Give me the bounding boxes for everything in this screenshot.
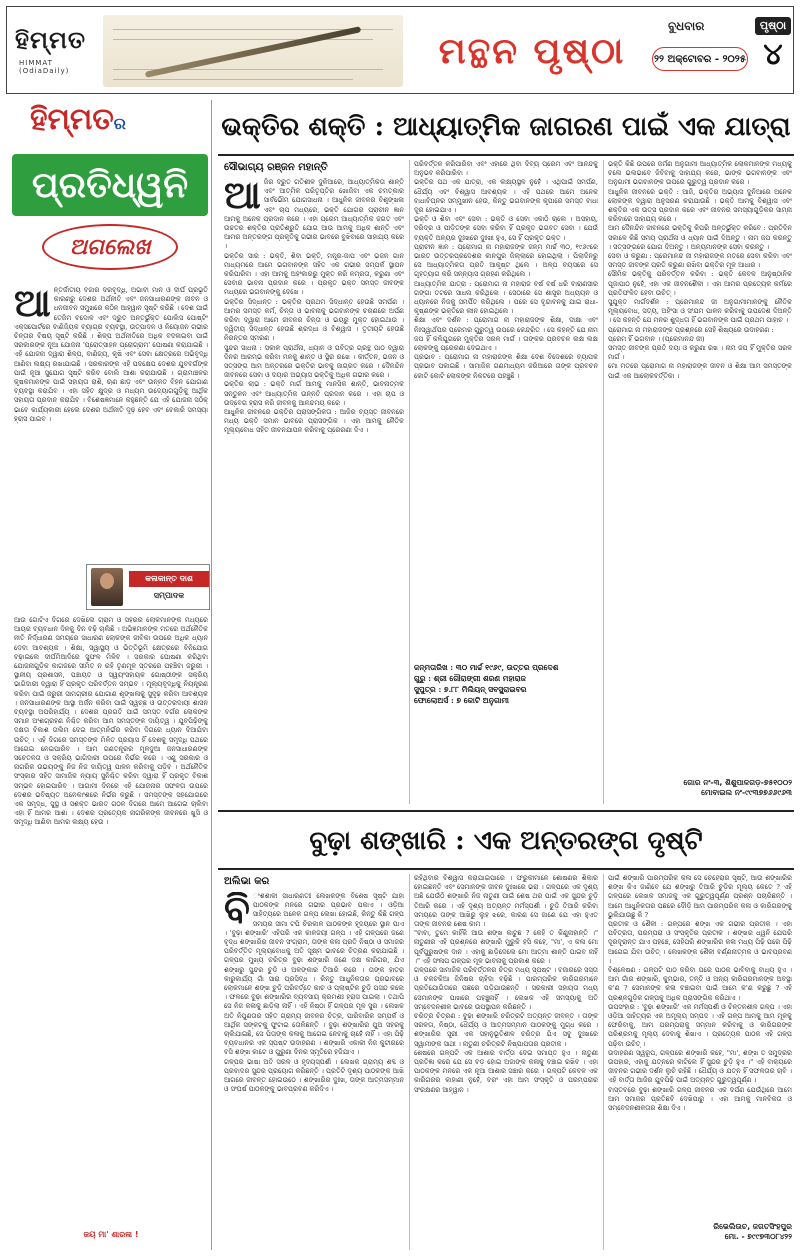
pen-illustration (103, 15, 403, 87)
article2-dropcap: ବି (224, 892, 250, 931)
editorial-text-1 (14, 286, 208, 562)
weekday: ବୁଧବାର (668, 19, 705, 33)
article1-col2 (414, 160, 598, 656)
article2-col2-text: ରହିଥିବାର ବିଶ୍ୱାସ କରାଯାଇପାରେ । ଫରୁକୀମାନେ ଶୋଷଣର ଶିକାର ହୋଇଛନ୍ତି ଏବଂ ସେମାନଙ୍କ ଜୀବନ ଦୁଃଖରେ ଭରା । ଗଳ୍ପରେ ଏକ ଦୃଶ୍ୟ ଅଛି ଯେଉଁଠି ଶଙ୍ଖାରି ନିଜ ନାତୁଣୀ ପାଇଁ ଶେଷ ଥର ପାଇଁ ଏକ ସୁନ୍ଦର ଚୁଡ଼ି ତିଆରି କରେ । ଏହି ଦୃଶ୍ୟ ଅତ୍ୟନ୍ତ ମର୍ମସ୍ପର୍ଶୀ । ଚୁଡ଼ି ତିଆରି କରିବା ସମୟରେ ତାଙ୍କ ଆଖିରୁ ଲୁହ ଝରେ, କାରଣ ସେ ଜାଣେ ଯେ ଏହା ହୁଏତ ତାଙ୍କ ଜୀବନର ଶେଷ କାମ । "ବାବା, ତୁମେ କାହିଁକି ଆଉ ଶଙ୍ଖ କାଟୁଛ ? କେହି ତ କିଣୁନାହାନ୍ତି ।" ନାତୁଣୀର ଏହି ପ୍ରଶ୍ନରେ ଶଙ୍ଖାରି ମୁରୁକି ହସି କହେ, "ମା', ଏ କଳା ମୋ ପୂର୍ବପୁରୁଷଙ୍କ ଦାନ । ଏହାକୁ ଛାଡ଼ିଦେଲେ ମୋ ଆତ୍ମା ଶାନ୍ତି ପାଇବ ନାହିଁ ।" ଏହି ସଂଳାପ ଗଳ୍ପର ମୂଳ ଭାବନାକୁ ପ୍ରକାଶ କରେ । ଗଳ୍ପରେ ସାମାଜିକ ପରିବର୍ତ୍ତନର ଚିତ୍ର ମଧ୍ୟ ସ୍ପଷ୍ଟ । ବଜାରରେ ସସ୍ତା ଓ ଚକଚକିଆ ଜିନିଷର ଚାହିଦା ବଢ଼ିଛି । ପାରମ୍ପରିକ କାରିଗରମାନେ ପ୍ରତିଯୋଗିତାରେ ପଛରେ ପଡ଼ିଯାଉଛନ୍ତି । ସରକାରୀ ସହାୟତା ମଧ୍ୟ ସେମାନଙ୍କ ପାଖରେ ପହଞ୍ଚୁନାହିଁ । ଲେଖକ ଏହି ସମସ୍ୟାକୁ ଅତି ସମ୍ବେଦନଶୀଳ ଭାବରେ ଉପସ୍ଥାପନ କରିଛନ୍ତି । ଚରିତ୍ର ଚିତ୍ରଣ : ବୁଢ଼ା ଶଙ୍ଖାରି ଚରିତ୍ରଟି ଅତ୍ୟନ୍ତ ଜୀବନ୍ତ । ତାଙ୍କ ସରଳତା, ନିଷ୍ଠା, ଧୈର୍ଯ୍ୟ ଓ ଆତ୍ମସମ୍ମାନ ପାଠକଙ୍କୁ ମୁଗ୍ଧ କରେ । ଶଙ୍ଖାରିର ସ୍ତ୍ରୀ ଏକ ସହାନୁଭୂତିଶୀଳ ଚରିତ୍ର ଯିଏ ସବୁ ଦୁଃଖରେ ସ୍ୱାମୀଙ୍କ ସାଥୀ । ନାତୁଣୀ ଚରିତ୍ରଟି ନିଷ୍ପାପତାର ପ୍ରତୀକ । ଶେଷରେ ଗଳ୍ପଟି ଏକ ଆଶାର ବାର୍ତ୍ତା ଦେଇ ସମାପ୍ତ ହୁଏ । ନାତୁଣୀ ପ୍ରତିଜ୍ଞା କରେ ଯେ ସେ ବଡ଼ ହୋଇ ଅଜାଙ୍କ କଳାକୁ ବଞ୍ଚାଇ ରଖିବ । ଏହା ପାଠକଙ୍କ ମନରେ ଏକ ନୂଆ ଆଶାର ସଞ୍ଚାର କରେ । ଗଳ୍ପଟି କେବଳ ଏକ କାରିଗରର କାହାଣୀ ନୁହେଁ, ବରଂ ଏହା ଆମ ସଂସ୍କୃତି ଓ ପରମ୍ପରାର ସଂରକ୍ଷଣର ଆହ୍ୱାନ । (414, 874, 598, 1094)
article1-col1 (224, 178, 404, 802)
author-role: ସମ୍ପାଦକ (153, 591, 185, 600)
article2-signoff-phone: ମୋ. - ୭୯୯୭୩୦୮୪୨୨ (724, 1232, 792, 1241)
article2-signoff-place: ରିଭେଲିଉଚ, ଜଗତସିଂହପୁର (713, 1222, 792, 1231)
article2-col3 (608, 874, 792, 1218)
editorial-column (6, 100, 212, 1250)
info-birth: ଜନ୍ମତାରିଖ : ୩୦ ମାର୍ଚ୍ଚ ୧୯୬୯, ଉତ୍ତର ପ୍ରଦେଶ (414, 663, 559, 672)
article2-headline: ବୁଢ଼ା ଶଙ୍ଖାରି : ଏକ ଅନ୍ତରଙ୍ଗ ଦୃଷ୍ଟି (218, 814, 794, 870)
editorial-body-1: ନ୍ତର୍ଜାତୀୟ ବଜାର ଦରବୃଦ୍ଧି, ଅଭାବୀ ମାନ ଓ ଦୀର୍ଘ ପ୍ରଭୃତି କାରଣରୁ ଦେଶର ଅର୍ଥନୀତି ଏବଂ ଜନସାଧାରଣଙ୍କ ଜୀବନ ଓ ଧନଜୀବନ ସମୁଖରେ କଠିନ ଆହ୍ୱାନ ସୃଷ୍ଟି କରିଛି । ଦେଶ ପାଇଁ ତେଜିମ ବଦୋଳ ଏବଂ ଦ୍ରୁତ ଅନ୍ତର୍ଭୁକ୍ତ ପୋଲିସ ପୋଷ୍ଟିଂ ଏକ୍ସପୋର୍ଟରେ ବାଣିଜ୍ୟିକ ବ୍ୟାଗ୍ର ବ୍ୟବସ୍ଥା, ଉତ୍ପାଦନ ଓ ନିୟୋଜନ ଗଭୀର ଚିନ୍ତାର ବିଷୟ ସୃଷ୍ଟି କରିଛି । ଶିଳ୍ପ ଅର୍ଥନୀତିରେ ଅଧିକ ବଦଳାଇବା ପାଇଁ ସରକାରଙ୍କ ନୂଆ ଯୋଜନା 'ପ୍ରୋତ୍ସାହନ ପ୍ରୋଗ୍ରାମ' ଘୋଷଣା କରାଯାଇଛି । ଏହି ଯୋଜନା ଦ୍ୱାରା ଶିଳ୍ପ, ବାଣିଜ୍ୟ, କୃଷି ଏବଂ ସେବା କ୍ଷେତ୍ରରେ ଅଭିବୃଦ୍ଧି ଆଣିବା ଲକ୍ଷ୍ୟ ରଖାଯାଇଛି । ସରକାରଙ୍କ ଏହି ପଦକ୍ଷେପ ଦେଶର ଯୁବବର୍ଗଙ୍କ ପାଇଁ ନୂଆ ସୁଯୋଗ ସୃଷ୍ଟି କରିବ ବୋଲି ଆଶା କରାଯାଉଛି । ଗ୍ରାମାଞ୍ଚଳର କୃଷକମାନଙ୍କ ପାଇଁ ସହାୟତା ରାଶି, ଋଣ ଛାଡ଼ ଏବଂ ଉନ୍ନତ ବିହନ ଯୋଗାଣ ବ୍ୟବସ୍ଥା କରାଯିବ । ଏହା ସହିତ କ୍ଷୁଦ୍ର ଓ ମଧ୍ୟମ ଉଦ୍ୟୋଗଗୁଡ଼ିକୁ ଆର୍ଥିକ ସହାୟତା ପ୍ରଦାନ କରାଯିବ । ବିଶେଷଜ୍ଞମାନେ କହୁଛନ୍ତି ଯେ ଏହି ଯୋଜନା ସଠିକ୍ ଭାବେ କାର୍ଯ୍ୟକାରୀ ହେଲେ ଦେଶର ଅର୍ଥନୀତି ଦୃଢ଼ ହେବ ଏବଂ ବେକାରି ସମସ୍ୟା ହ୍ରାସ ପାଇବ । (14, 286, 208, 423)
section-title: ମନ୍ଥନ ପୃଷ୍ଠା (438, 29, 626, 72)
date: ୨୨ ଅକ୍ଟୋବର - ୨୦୨୫ (652, 47, 748, 71)
divider (603, 160, 604, 804)
article1-dropcap: ଆ (224, 178, 261, 217)
article2-col2 (414, 874, 598, 1250)
article2-col3-text: ପାଇଁ ଶଙ୍ଖାରି ପାରମ୍ପରିକ କଳା ସେ ଚେହେରାର ସୃଷ୍ଟି, ଆଉ ଶଙ୍ଖାରିର ଶଙ୍ଖ କିଏ ଜାଣିବେ ଯେ ଶଙ୍ଖରୁ ତିଆରି ଚୁଡ଼ିର ମୂଲ୍ୟ କେତେ ? ଏହି ଗଳ୍ପରେ ଲେଖକ ସମାଜକୁ ଏକ ଗୁରୁତ୍ୱପୂର୍ଣ୍ଣ ପ୍ରଶ୍ନ ପଚାରିଛନ୍ତି । ଆମେ ଆଧୁନିକତାର ପଛରେ ଦୌଡ଼ି ଆମ ପାରମ୍ପରିକ କଳା ଓ କାରିଗରଙ୍କୁ ଭୁଲିଯାଉଛୁ କି ? ପ୍ରତୀକ ଓ ଶୈଳୀ : ଗଳ୍ପରେ ଶଙ୍ଖ ଏକ ଗଭୀର ପ୍ରତୀକ । ଏହା ପବିତ୍ରତା, ପରମ୍ପରା ଓ ସଂସ୍କୃତିର ପ୍ରତୀକ । ଶଙ୍ଖର ଧ୍ୱନି ଯେପରି ଦୂରଦୂରାନ୍ତ ଯାଏ ପହଞ୍ଚେ, ସେହିପରି ଶଙ୍ଖାରିର କଳା ମଧ୍ୟ ପିଢ଼ି ପରେ ପିଢ଼ି ଆଗେଇ ଯିବା ଉଚିତ୍ । ଲେଖକଙ୍କ ଶୈଳୀ ବର୍ଣ୍ଣନାତ୍ମକ ଓ ଭାବପ୍ରବଣ । ବିଶ୍ଳେଷଣ : ଗଳ୍ପଟି ପାଠ କରିବା ପରେ ପାଠକ ଭାବିବାକୁ ବାଧ୍ୟ ହୁଏ । ଆମ ଗାଁର ଶଙ୍ଖାରି, କୁମ୍ଭାର, ତନ୍ତି ଓ ଅନ୍ୟ କାରିଗରମାନଙ୍କ ଅବସ୍ଥା କ'ଣ ? ସେମାନଙ୍କ କଳା ବଞ୍ଚାଇବା ପାଇଁ ଆମେ କ'ଣ କରୁଛୁ ? ଏହି ପ୍ରଶ୍ନଗୁଡ଼ିକ ଗଳ୍ପକୁ ଅଧିକ ପ୍ରାସଙ୍ଗିକ କରିଥାଏ । ଉପସଂହାର : 'ବୁଢ଼ା ଶଙ୍ଖାରି' ଏକ ମର୍ମସ୍ପର୍ଶୀ ଓ ଚିନ୍ତନଶୀଳ ଗଳ୍ପ । ଏହା ଓଡ଼ିଆ ସାହିତ୍ୟର ଏକ ଅମୂଲ୍ୟ ସମ୍ପଦ । ଏହି ଗଳ୍ପ ଆମକୁ ଆମ ମୂଳକୁ ଫେରିବାକୁ, ଆମ ପରମ୍ପରାକୁ ସମ୍ମାନ କରିବାକୁ ଓ କାରିଗରଙ୍କ ପରିଶ୍ରମକୁ ମୂଲ୍ୟ ଦେବାକୁ ଶିଖାଏ । ପ୍ରତ୍ୟେକ ପାଠକ ଏହି ଗଳ୍ପ ପଢ଼ିବା ଉଚିତ୍ । ଉଦାହରଣ ସ୍ୱରୂପ, ଗଳ୍ପରେ ଶଙ୍ଖାରି କହେ, "ମା', ଶଙ୍ଖ ତ ସମୁଦ୍ରର ଉପହାର, ଏହାକୁ ଯତ୍ନରେ କାଟିଲେ ହିଁ ସୁନ୍ଦର ଚୁଡ଼ି ହୁଏ ।" ଏହି ବାକ୍ୟରେ ଜୀବନର ଗଭୀର ଦର୍ଶନ ଲୁଚି ରହିଛି । ଧୈର୍ଯ୍ୟ ଓ ଯତ୍ନ ହିଁ ସଫଳତାର ଚାବି । ଏହି ବାର୍ତ୍ତା ଆଜିର ଯୁବପିଢ଼ି ପାଇଁ ଅତ୍ୟନ୍ତ ଗୁରୁତ୍ୱପୂର୍ଣ୍ଣ । ବାସ୍ତବରେ ବୁଢ଼ା ଶଙ୍ଖାରି ଗଳ୍ପ ଜୀବନର ଏକ ଦର୍ପଣ ଯେଉଁଥିରେ ଆମେ ଆମ ସମାଜର ପ୍ରତିଛବି ଦେଖିପାରୁ । ଏହା ଆମକୁ ମାନବିକତା ଓ ସମ୍ବେଦନଶୀଳତାର ଶିକ୍ଷା ଦିଏ । (608, 874, 792, 1113)
divider (603, 874, 604, 1250)
editorial-text-side (14, 564, 84, 610)
editorial-dropcap: ଆ (14, 286, 51, 325)
article1-col2-text: ପରିବର୍ତ୍ତନ କରିପାରିବା ଏବଂ ଏହାରେ ଥିବା ଦିବ୍ୟ ପ୍ରେମ ଏବଂ ଆନନ୍ଦକୁ ଅନୁଭବ କରିପାରିବା । ଭକ୍ତିର ପଥ ଏକ ଯାତ୍ରା, ଏକ ଲକ୍ଷ୍ୟସ୍ଥଳ ନୁହେଁ । ଏଥିପାଇଁ ସମର୍ପଣ, ଧୈର୍ଯ୍ୟ ଏବଂ ବିଶ୍ୱାସ ଆବଶ୍ୟକ । ଏହି ପଥରେ ଆମେ ଅନେକ ବାଧାବିଘ୍ନର ସମ୍ମୁଖୀନ ହେଉ, କିନ୍ତୁ ଭଗବାନଙ୍କ କୃପାରେ ସମସ୍ତ ବାଧା ଦୂର ହୋଇଯାଏ । ଭକ୍ତି ଓ ଶିବା ଏବଂ ସେବା : ଭକ୍ତି ଓ ସେବା ଏକାଠି ଚାଲେ । ଅସହାୟ, ଦରିଦ୍ର ଓ ପୀଡ଼ିତଙ୍କ ସେବା କରିବା ହିଁ ପ୍ରକୃତ ଭଗବତ ସେବା । ଯେଉଁ ବ୍ୟକ୍ତି ଅନ୍ୟର ଦୁଃଖରେ ଦୁଃଖୀ ହୁଏ, ସେ ହିଁ ପ୍ରକୃତ ଭକ୍ତ । ପ୍ରାଚୀନ ଜ୍ଞାନ : ପ୍ରୋମାଗ ନା ମହାରାଜଙ୍କ ଜନ୍ମ ମାର୍ଚ୍ଚ ୩୦, ୧୯୬୯ରେ ଭାରତ ଉତ୍ତରପ୍ରଦେଶର କାନପୁର ଜିଲ୍ଲାରେ ହୋଇଥିଲା । ପିଲାଦିନରୁ ସେ ଆଧ୍ୟାତ୍ମିକତା ପ୍ରତି ଆକୃଷ୍ଟ ଥିଲେ । ଅଳ୍ପ ବୟସରେ ସେ ଗୃହତ୍ୟାଗ କରି ସନ୍ନ୍ୟାସ ଗ୍ରହଣ କରିଥିଲେ । ଆଧ୍ୟାତ୍ମିକ ଯାତ୍ରା : ପ୍ରୋମାଗ ନା ମହାରାଜ ବର୍ଷ ବର୍ଷ ଧରି ବାରାଣସୀର ଗଙ୍ଗା ତଟରେ ସାଧନା କରିଥିଲେ । ସେଠାରେ ସେ ଶାସ୍ତ୍ର ଅଧ୍ୟୟନ ଓ ଧ୍ୟାନରେ ନିଜକୁ ସମର୍ପିତ କରିଥିଲେ । ପରେ ସେ ବୃନ୍ଦାବନକୁ ଯାଇ ରାଧା-କୃଷ୍ଣଙ୍କ ଭକ୍ତିରେ ଲୀନ ହୋଇଥିଲେ । ଶିକ୍ଷା ଏବଂ ଦର୍ଶନ : ପ୍ରୋମାଗ ନା ମହାରାଜଙ୍କ ଶିକ୍ଷା, ଦୀକ୍ଷା ଏବଂ ନିଃସ୍ୱାର୍ଥପର ପ୍ରେମର ଗୁରୁତ୍ୱ ଉପରେ କେନ୍ଦ୍ରିତ । ସେ କହନ୍ତି ଯେ ନାମ ଜପ ହିଁ କଳିଯୁଗରେ ମୁକ୍ତିର ସରଳ ମାର୍ଗ । ତାଙ୍କର ପ୍ରବଚନ ଲକ୍ଷ ଲକ୍ଷ ଲୋକଙ୍କୁ ପ୍ରେରଣା ଦେଇଥାଏ । ପ୍ରଭାବ : ପ୍ରୋମାଗ ନା ମହାରାଜଙ୍କ ଶିକ୍ଷା ଦେଶ ବିଦେଶରେ ବ୍ୟାପକ ପ୍ରଭାବ ପକାଇଛି । ସାମାଜିକ ଗଣମାଧ୍ୟମ ଜରିଆରେ ତାଙ୍କ ପ୍ରବଚନ କୋଟି କୋଟି ଲୋକଙ୍କ ନିକଟରେ ପହଞ୍ଚୁଛି । (414, 160, 598, 380)
article1-col3-text: ଭକ୍ତି କିଛି ଉପରେ ଜର୍ମଣ ଅନୁଗାମୀ ଆଧ୍ୟାତ୍ମିକ ଲୋକମାନଙ୍କ ମଧ୍ୟକୁ ବଲେ ଭଲଭାବେ ଜିବିବାକୁ ସାହାଯ୍ୟ କରେ, ଭାଙ୍କ ଭଗବାନଙ୍କ ଏବଂ ଅନୁଗାମୀ ଭଗବାନଙ୍କ ଉପରେ ଗୁରୁତ୍ୱ ପ୍ରଦାନ କରେ । ଆଧୁନିକ ଜୀବନରେ ଭକ୍ତି : ଆଜି, ଭକ୍ତିର ଅଭ୍ୟାସ ଦୁନିଆରେ ଅନେକ ଲୋକଙ୍କ ଦ୍ୱାରା ଅନୁସରଣ କରାଯାଉଛି । ଭକ୍ତି ଆମକୁ ବିଶ୍ୱାସ ଏବଂ ଶକ୍ତିର ଏକ ଉତ୍ସ ପ୍ରଦାନ କରେ ଏବଂ ଜୀବନର ସମସ୍ୟାଗୁଡ଼ିକର ସାମ୍ନା କରିବାରେ ସାହାଯ୍ୟ କରେ । ଆମ ଦୈନନ୍ଦିନ ଜୀବନରେ ଭକ୍ତିକୁ କିପରି ଅନ୍ତର୍ଭୁକ୍ତ କରିବେ : ପ୍ରତିଦିନ ସକାଳେ କିଛି ସମୟ ପ୍ରାର୍ଥନା ଓ ଧ୍ୟାନ ପାଇଁ ଦିଅନ୍ତୁ । ନାମ ଜପ କରନ୍ତୁ । ସତ୍ସଙ୍ଗରେ ଯୋଗ ଦିଅନ୍ତୁ । ଅନ୍ୟମାନଙ୍କ ସେବା କରନ୍ତୁ । ସେବା ଓ କରୁଣା : ପ୍ରେମାନନ୍ଦ ଜୀ ମହାରାଜଙ୍କ ମତରେ ସେବା କରିବା ଏବଂ ସମସ୍ତ ଜୀବଙ୍କ ପ୍ରତି କରୁଣା ରଖିବା ଭକ୍ତିର ମୂଳ ଆଧାର । ସୌମିକ ଭକ୍ତିକୁ ପରିବର୍ତ୍ତନ କରିବା : ଭକ୍ତି କେବଳ ଆନୁଷ୍ଠାନିକ ପୂଜାପାଠ ନୁହେଁ, ଏହା ଏକ ଜୀବନଶୈଳୀ । ଏହା ଆମର ପ୍ରତ୍ୟେକ କର୍ମରେ ପ୍ରତିଫଳିତ ହେବା ଉଚିତ୍ । ସୁଯୁକ୍ତ ମାର୍ଗଦର୍ଶନ : ପ୍ରେମାନନ୍ଦ ଜୀ ଅନୁଗାମୀମାନଙ୍କୁ ନୈତିକ ମୂଲ୍ୟବୋଧ, ସତ୍ୟ, ଅହିଂସା ଓ ସଂଯମ ପାଳନ କରିବାକୁ ଉପଦେଶ ଦିଅନ୍ତି । ସେ କହନ୍ତି ଯେ ମନର ଶୁଦ୍ଧତା ହିଁ ଭଗବାନଙ୍କ ପାଇଁ ପ୍ରଥମ ପାହାଚ । ପ୍ରୋମାଗ ନା ମହାରାଜଙ୍କ ପ୍ରଶ୍ନରେ ସେହି ଶିଷ୍ୟରେ ଉଦାହରଣ : ପ୍ରେମ ହିଁ ଭଗବାନ । (ପ୍ରେମାନନ୍ଦ ଜୀ) ସମସ୍ତ ଜୀବଙ୍କ ପ୍ରତି ଦୟା ଓ କରୁଣା ରଖ । ନାମ ଜପ ହିଁ ମୁକ୍ତିର ସରଳ ମାର୍ଗ । ମୋ ମତରେ ପ୍ରୋମାଗ ନା ମହାରାଜଙ୍କ ଜୀବନ ଓ ଶିକ୍ଷା ଆମ ସମସ୍ତଙ୍କ ପାଇଁ ଏକ ଆଲୋକବର୍ତ୍ତିକା । (608, 160, 792, 380)
info-follower: ଫୋଲୋଅର୍ସ : ୭ କୋଟି ଅନୁଗାମୀ (414, 696, 509, 705)
page-number-box (755, 17, 791, 83)
article1-col1-text: ଜିର ଦ୍ରୁତ ଗତିଶୀଳ ଦୁନିଆରେ, ଆଧ୍ୟାତ୍ମିକତା ଶାନ୍ତି ଏବଂ ଆତ୍ମିକ ପରିତୃପ୍ତିର ଖୋଜିବା ଏକ ଚମତ୍କାର ସାର୍ବଭୌମ ଯୋଗସାଧନା । ଆଧୁନିକ ଜୀବନର ବିଶୃଙ୍ଖଳା ଏବଂ ଚାପ ମଧ୍ୟରେ, ଭକ୍ତି ଯୋଗର ପ୍ରାଚୀନ ଜ୍ଞାନ ଆମକୁ ଅନେକ ପ୍ରଦାନ କରେ । ଏହା ପ୍ରେମ ଆଧ୍ୟାତ୍ମିକ ଜଗତ ଏବଂ ଉଚ୍ଚତର ଶକ୍ତିର ପ୍ରତିଶ୍ରୁତି ଯୋଗ ଆଉ ଆମକୁ ଅଧିକ ଶାନ୍ତି ଏବଂ ଆମର ଅନ୍ତରଙ୍ଗ ପ୍ରକୃତିକୁ ଗଭୀର ଭାବରେ ବୁଝିବାରେ ସାହାଯ୍ୟ କରେ । ଭକ୍ତିର ସାର : ଭକ୍ତି, ଶିବା ଭକ୍ତି, ମନ୍ତ୍ର-ଜାପ ଏବଂ ଭଜନ ଗାନ ମାଧ୍ୟମରେ ଆମେ ଭଗବାନଙ୍କ ସହିତ ଏକ ଗଭୀର ସମ୍ପର୍କ ସ୍ଥାପନ କରିପାରିବା । ଏହା ଆମକୁ ଅହଂକାରରୁ ମୁକ୍ତ କରି ନମ୍ରତା, କରୁଣା ଏବଂ ସେବାର ଭାବନା ପ୍ରଦାନ କରେ । ପ୍ରକୃତ ଭକ୍ତ ସମସ୍ତ ଜୀବଙ୍କ ମଧ୍ୟରେ ଭଗବାନଙ୍କୁ ଦେଖେ । ଭକ୍ତିର ସିଦ୍ଧାନ୍ତ : ଭକ୍ତିର ପ୍ରଥମ ସିଦ୍ଧାନ୍ତ ହେଉଛି ସମର୍ପଣ । ଆମର ସମସ୍ତ କର୍ମ, ଚିନ୍ତା ଓ ଭାବନାକୁ ଭଗବାନଙ୍କ ଚରଣରେ ଅର୍ପଣ କରିବା ଦ୍ୱାରା ଆମେ ଜୀବନର ଚିନ୍ତା ଓ ଭୟରୁ ମୁକ୍ତ ହୋଇଥାଉ । ଦ୍ୱିତୀୟ ସିଦ୍ଧାନ୍ତ ହେଉଛି ଶ୍ରଦ୍ଧା ଓ ବିଶ୍ୱାସ । ତୃତୀୟଟି ହେଉଛି ନିରନ୍ତର ସ୍ମରଣ । ସୁନ୍ଦର ସାଧନା : ସକାଳ ପ୍ରାର୍ଥନା, ଧ୍ୟାନ ଓ ପବିତ୍ର ଗ୍ରନ୍ଥ ପାଠ ଦ୍ୱାରା ଦିନର ଆରମ୍ଭ କରିବା ମନକୁ ଶାନ୍ତ ଓ ସ୍ଥିର ରଖେ । କୀର୍ତ୍ତନ, ଭଜନ ଓ ସତ୍ସଙ୍ଗ ଆମ ଅନ୍ତରରେ ଭକ୍ତିର ଭାବକୁ ଜାଗ୍ରତ କରେ । ଦୈନନ୍ଦିନ ଜୀବନରେ ସେବା ଓ ଦୟାର ଅଭ୍ୟାସ ଭକ୍ତିକୁ ଅଧିକ ଗଭୀର କରେ । ଭକ୍ତିର ଲାଭ : ଭକ୍ତି ମାର୍ଗ ଆମକୁ ମାନସିକ ଶାନ୍ତି, ଭାବନାତ୍ମକ ସନ୍ତୁଳନ ଏବଂ ଆଧ୍ୟାତ୍ମିକ ଉନ୍ନତି ପ୍ରଦାନ କରେ । ଏହା ଚାପ ଓ ଉଦ୍‌ବେଗ ହ୍ରାସ କରି ଜୀବନକୁ ଆନନ୍ଦମୟ କରେ । ଆଧୁନିକ ଜୀବନରେ ଭକ୍ତିର ପ୍ରାସଙ୍ଗିକତା : ଆଜିର ବ୍ୟସ୍ତ ଜୀବନରେ ମଧ୍ୟ ଭକ୍ତି ସମାନ ଭାବରେ ପ୍ରାସଙ୍ଗିକ । ଏହା ଆମକୁ ନୈତିକ ମୂଲ୍ୟବୋଧ ସହିତ ଜୀବନଯାପନ କରିବାକୁ ପ୍ରେରଣା ଦିଏ । (224, 178, 404, 435)
article1-headline: ଭକ୍ତିର ଶକ୍ତି : ଆଧ୍ୟାତ୍ମିକ ଜାଗରଣ ପାଇଁ ଏକ ଯାତ୍ରା (218, 100, 794, 156)
editorial-closing: ଜୟ ମା' ଶାରଳା ! (83, 1230, 139, 1239)
page-number: ୪ (763, 37, 783, 72)
article1-byline: ସୌଭାଗ୍ୟ ରଞ୍ଜନ ମହାନ୍ତି (224, 162, 328, 173)
author-name: କଳାକାନ୍ତ ଦାଶ (129, 571, 209, 587)
brand-top (30, 102, 126, 137)
article1-signoff-place: ଗୋର ନଂ-୩, ଶିଶୁପାଳଗଡ଼-୭୫୧୦୦୨ (683, 778, 792, 787)
column-brand (12, 102, 208, 280)
masthead (6, 6, 794, 94)
author-photo (91, 568, 123, 606)
newspaper-logo (15, 25, 93, 75)
brand-top-suffix: ର (113, 114, 126, 133)
pen-icon (145, 26, 361, 78)
info-guru: ଗୁରୁ : ଶ୍ରୀ ଗୌରାଙ୍ଗୀ ଶରଣ ମହାରାଜ (414, 674, 526, 683)
section-rule (218, 810, 794, 812)
article2-col1 (224, 892, 404, 1248)
divider (409, 160, 410, 804)
article2-byline: ଅଲିଭା କର (224, 876, 270, 887)
logo-subtitle: HIMMAT (OdiaDaily) (19, 59, 70, 75)
article1-signoff (608, 778, 792, 798)
page-label: ପୃଷ୍ଠା (755, 17, 791, 35)
editorial-text-2 (14, 616, 208, 1224)
article1-col3 (608, 160, 792, 774)
article2-signoff (608, 1222, 792, 1242)
divider (409, 874, 410, 1250)
date-box (652, 17, 752, 83)
author-card (86, 564, 210, 610)
brand-top-word: ହିମ୍ମତ (30, 102, 114, 137)
article1-signoff-phone: ମୋବାଇଲ ନଂ-୯୯୩୭୭୬୬୯୬୩ (701, 788, 792, 797)
editorial-body-2: ଆଉ ଗୋଟିଏ ଦିଗରେ ଦେଖିଲେ ଗ୍ରାମ ଓ ସହରର ଲୋକମାନଙ୍କ ମଧ୍ୟରେ ଆୟର ବ୍ୟବଧାନ ଦିନକୁ ଦିନ ବଢ଼ି ଚାଲିଛି । ଅଭିଜ୍ଞମାନଙ୍କ ମତରେ ଅର୍ଥନୈତିକ ନୀତି ନିର୍ଦ୍ଧାରଣ ସମୟରେ ସାଧାରଣ ଲୋକଙ୍କ ଜୀବିକା ଉପରେ ଅଧିକ ଧ୍ୟାନ ଦେବା ଆବଶ୍ୟକ । ଶିକ୍ଷା, ସ୍ୱାସ୍ଥ୍ୟ ଓ ଭିତ୍ତିଭୂମି କ୍ଷେତ୍ରରେ ବିନିଯୋଗ ବଢ଼ାଇଲେ ଦୀର୍ଘମିଆଦିରେ ସୁଫଳ ମିଳିବ । ସରକାର ଘୋଷଣା କରିଥିବା ଯୋଜନାଗୁଡ଼ିକ କାଗଜରେ ସୀମିତ ନ ରହି ତୃଣମୂଳ ସ୍ତରରେ ପହଞ୍ଚିବା ଜରୁରୀ । ସ୍ଥାନୀୟ ପ୍ରଶାସନ, ପଞ୍ଚାୟତ ଓ ସ୍ୱୟଂସହାୟକ ଗୋଷ୍ଠୀଙ୍କ ସକ୍ରିୟ ଭାଗିଦାରୀ ଦ୍ୱାରା ହିଁ ପ୍ରକୃତ ପରିବର୍ତ୍ତନ ସମ୍ଭବ । ମୂଲ୍ୟବୃଦ୍ଧିକୁ ନିୟନ୍ତ୍ରଣ କରିବା ପାଇଁ ଜରୁରୀ ସାମଗ୍ରୀର ଯୋଗାଣ ଶୃଙ୍ଖଳାକୁ ସୁଦୃଢ଼ କରିବା ଆବଶ୍ୟକ । ଜନସାଧାରଣଙ୍କ ଆସ୍ଥା ଅର୍ଜନ କରିବା ପାଇଁ ସ୍ୱଚ୍ଛ ଓ ଉତ୍ତରଦାୟୀ ଶାସନ ବ୍ୟବସ୍ଥା ଅପରିହାର୍ଯ୍ୟ । ଦେଶର ପ୍ରଗତି ପାଇଁ ସମସ୍ତ ବର୍ଗର ଲୋକଙ୍କ ସମାନ ଅଂଶଗ୍ରହଣ ନିଶ୍ଚିତ କରିବା ଆମ ସମସ୍ତଙ୍କ ଦାୟିତ୍ୱ । ଯୁବପିଢ଼ିଙ୍କୁ ଦକ୍ଷତା ବିକାଶ ତାଲିମ ଦେଇ ଆତ୍ମନିର୍ଭର କରିବା ଦିଗରେ ଧ୍ୟାନ ଦିଆଯିବା ଉଚିତ୍ । ଏହି ଦିଗରେ ସମସ୍ତଙ୍କ ମିଳିତ ପ୍ରୟାସ ହିଁ ଦେଶକୁ ସମୃଦ୍ଧି ପଥରେ ଆଗେଇ ନେଇପାରିବ । ଆମ ଗଣତନ୍ତ୍ରର ମୂଳଦୁଆ ଜନସାଧାରଣଙ୍କ ସଚେତନତା ଓ ସକ୍ରିୟ ଭାଗିଦାରୀ ଉପରେ ନିର୍ଭର କରେ । ଏଣୁ ସରକାର ଓ ନାଗରିକ ଉଭୟଙ୍କୁ ନିଜ ନିଜ ଦାୟିତ୍ୱ ପାଳନ କରିବାକୁ ପଡ଼ିବ । ଅର୍ଥନୈତିକ ସଂସ୍କାର ସହିତ ସାମାଜିକ ନ୍ୟାୟ ସୁନିଶ୍ଚିତ କରିବା ଦ୍ୱାରା ହିଁ ପ୍ରକୃତ ବିକାଶ ସମ୍ଭବ ହୋଇପାରିବ । ଆଗାମୀ ଦିନରେ ଏହି ଯୋଜନାର ସଫଳତା ଉପରେ ଦେଶର ଭବିଷ୍ୟତ ଅନେକାଂଶରେ ନିର୍ଭର କରୁଛି । ସମସ୍ତଙ୍କ ସହଯୋଗରେ ଏକ ସମୃଦ୍ଧ, ସୁସ୍ଥ ଓ ସଶକ୍ତ ଭାରତ ଗଠନ ଦିଗରେ ଆମେ ଆଗେଇ ଚାଲିବା ଏହା ହିଁ ଆମର ଆଶା । ଦେଶର ପ୍ରତ୍ୟେକ ନାଗରିକଙ୍କ ଜୀବନରେ ଖୁସି ଓ ସମୃଦ୍ଧି ଆଣିବା ଆମର ଲକ୍ଷ୍ୟ ହେଉ । (14, 616, 208, 827)
article2-col1-text: ଂଶଶାଳୀ ସାଧାରଣତଃ ଲେଖକଙ୍କ ବିଶେଷ ସୃଷ୍ଟି ଯାହା ପାଠକଙ୍କ ମନରେ ଗଭୀର ପ୍ରଭାବ ପକାଏ । ଓଡ଼ିଆ ସାହିତ୍ୟରେ ଅନେକ ଗଳ୍ପ ଲେଖା ହୋଇଛି, କିନ୍ତୁ କିଛି ଗଳ୍ପ ସମୟର ସୀମା ଟପି ଚିରକାଳ ପାଠକଙ୍କ ହୃଦୟରେ ସ୍ଥାନ ପାଏ । 'ବୁଢ଼ା ଶଙ୍ଖାରି' ଏହିପରି ଏକ କାଳଜୟୀ ଗଳ୍ପ । ଏହି ଗଳ୍ପରେ ଜଣେ ବୃଦ୍ଧ ଶଙ୍ଖାରିର ଜୀବନ ସଂଗ୍ରାମ, ତାଙ୍କ କଳା ପ୍ରତି ନିଷ୍ଠା ଓ ସମାଜର ପରିବର୍ତ୍ତିତ ମୂଲ୍ୟବୋଧକୁ ଅତି ସୂକ୍ଷ୍ମ ଭାବରେ ଚିତ୍ରଣ କରାଯାଇଛି । ଗଳ୍ପର ମୁଖ୍ୟ ଚରିତ୍ର ବୁଢ଼ା ଶଙ୍ଖାରି ଜଣେ ଦକ୍ଷ କାରିଗର, ଯିଏ ଶଙ୍ଖରୁ ସୁନ୍ଦର ଚୁଡ଼ି ଓ ଅଳଙ୍କାର ତିଆରି କରେ । ତାଙ୍କ ହାତର କାରୁକାର୍ଯ୍ୟ ଗାଁ ସାରା ପ୍ରସିଦ୍ଧ । କିନ୍ତୁ ଆଧୁନିକତାର ପ୍ରଭାବରେ ଲୋକମାନେ ଶଙ୍ଖ ଚୁଡ଼ି ପରିବର୍ତ୍ତେ କାଚ ଓ ପ୍ଲାଷ୍ଟିକ ଚୁଡ଼ି ପସନ୍ଦ କଲେ । ଫଳରେ ବୁଢ଼ା ଶଙ୍ଖାରିର ବ୍ୟବସାୟ କ୍ରମଶଃ ହ୍ରାସ ପାଇଲା । ତଥାପି ସେ ନିଜ କଳାକୁ ଛାଡ଼ିଲା ନାହିଁ । ଏହି ନିଷ୍ଠା ହିଁ ଗଳ୍ପର ମୂଳ ସୁର । ଲେଖକ ଅତି ନିପୁଣତାର ସହିତ ଗ୍ରାମ୍ୟ ଜୀବନର ଚିତ୍ର, ପାରିବାରିକ ସମ୍ପର୍କ ଓ ଆର୍ଥିକ ସଙ୍କଟକୁ ଫୁଟାଇ ତୋଳିଛନ୍ତି । ବୁଢ଼ା ଶଙ୍ଖାରିର ପୁଅ ସହରକୁ ଚାଲିଯାଇଛି, ସେ ପିତାଙ୍କ କଳାକୁ ଆଗେଇ ନେବାକୁ ଚାହେଁ ନାହିଁ । ଏହା ପିଢ଼ି ବ୍ୟବଧାନର ଏକ ସ୍ପଷ୍ଟ ଉଦାହରଣ । ଶଙ୍ଖାରି ଏକାକୀ ନିଜ କୁଟୀରରେ ବସି ଶଙ୍ଖ କାଟେ ଓ ପୁରୁଣା ଦିନର ସ୍ମୃତିରେ ହଜିଯାଏ । ଗଳ୍ପର ଭାଷା ଅତି ସରଳ ଓ ହୃଦୟସ୍ପର୍ଶୀ । ଲେଖକ ଗ୍ରାମ୍ୟ ଶବ୍ଦ ଓ ପ୍ରବାଦର ସୁନ୍ଦର ପ୍ରୟୋଗ କରିଛନ୍ତି । ପ୍ରତିଟି ଦୃଶ୍ୟ ପାଠକଙ୍କ ଆଖି ଆଗରେ ଜୀବନ୍ତ ହୋଇଉଠେ । ଶଙ୍ଖାରିର ଦୁଃଖ, ତାଙ୍କ ଆତ୍ମସମ୍ମାନ ଓ ସଂଘର୍ଷ ପାଠକଙ୍କୁ ଭାବପ୍ରବଣ କରିଦିଏ । (224, 892, 404, 1094)
logo-word: ହିମ୍ମତ (15, 25, 87, 54)
brand-main: ପ୍ରତିଧ୍ୱନି (12, 154, 208, 216)
article1-infobox (414, 662, 598, 802)
info-samadhi: ସୁପୁତ୍ର : ୭.୮୮ ମିଲିୟନ୍ ସବସ୍କ୍ରାଇବର (414, 685, 527, 694)
brand-ribbon: ଅଗଲେଖ (42, 224, 178, 270)
